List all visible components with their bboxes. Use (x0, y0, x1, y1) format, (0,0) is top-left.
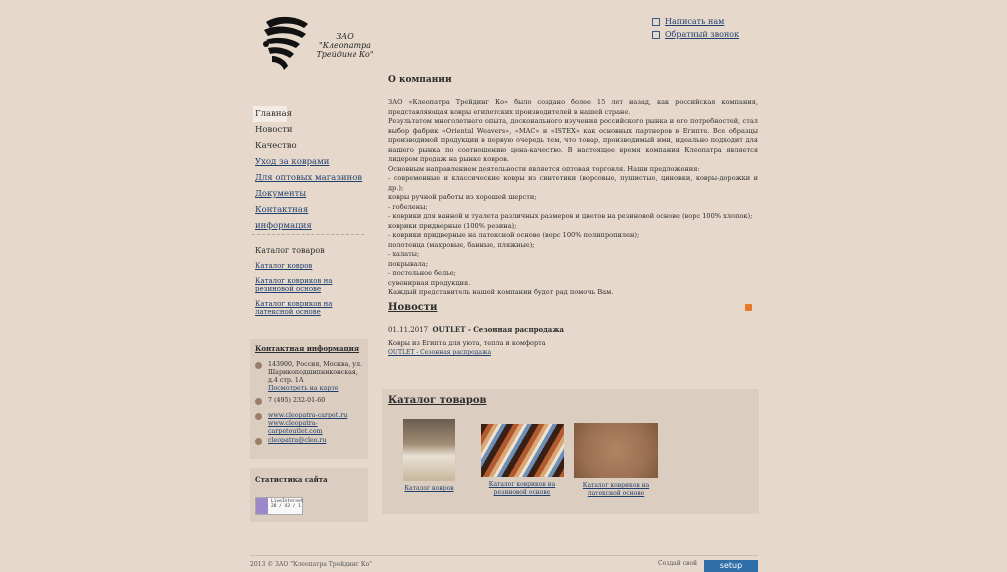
catalog-nav (255, 246, 367, 323)
envelope-icon (652, 18, 660, 26)
contact-address-row (255, 361, 363, 393)
footer-copyright: 2013 © ЗАО "Клеопатра Трейдинг Ко" (250, 561, 372, 568)
nav-item-care[interactable]: Уход за коврами (255, 157, 330, 167)
news-headline[interactable]: OUTLET - Сезонная распродажа (432, 325, 564, 334)
catalog-card-caption[interactable]: резиновой основе (493, 489, 551, 496)
about-paragraph: - халаты; (388, 250, 420, 258)
about-paragraph: - гобелены; (388, 202, 428, 211)
write-us-link[interactable]: Написать нам (652, 17, 724, 26)
email-icon (255, 438, 262, 445)
about-paragraph: коврики придверные (100% резина); (388, 221, 517, 230)
about-paragraph: Основным направлением деятельности является оптовая торговля. Наши предложения: (388, 164, 700, 173)
nav-item-news[interactable]: Новости (255, 125, 293, 135)
about-paragraph: - коврики для ванной и туалета различных размеров и цветов на резиновой основе (ворс 100% хлопок); (388, 212, 753, 220)
counter-logo (256, 498, 268, 514)
site-link-1[interactable]: www.cleopatra-carpet.ru (268, 412, 348, 419)
catalog-title[interactable]: Каталог товаров (388, 395, 487, 406)
site-link-2[interactable]: www.cleopatra-carpetoutlet.com (268, 420, 323, 435)
about-text (388, 98, 758, 298)
company-name: ЗАО "Клеопатра Трейдинг Ко" (316, 32, 374, 59)
news-summary: Ковры из Египта для уюта, тепла и комфорта (388, 339, 546, 347)
news-title[interactable]: Новости (388, 302, 438, 313)
catalog-card-caption[interactable]: Каталог ковриков на (582, 482, 650, 489)
liveinternet-counter[interactable] (255, 497, 303, 515)
phone-icon (652, 31, 660, 39)
nav-item-home[interactable]: Главная (253, 106, 287, 122)
about-paragraph: Каждый представитель нашей компании будет рад помочь Вам. (388, 288, 614, 296)
about-title: О компании (388, 75, 452, 85)
contact-phone-row (255, 397, 325, 405)
contact-box (250, 339, 368, 459)
about-paragraph: ковры ручной работы из хорошей шерсти; (388, 193, 537, 201)
rubber-mat-image[interactable] (481, 424, 564, 477)
nav-item-documents[interactable]: Документы (255, 189, 307, 199)
company-logo[interactable] (258, 14, 374, 76)
catalog-nav-heading: Каталог товаров (255, 246, 325, 255)
catalog-card-latex[interactable] (572, 419, 660, 498)
nav-item-wholesale[interactable]: Для оптовых магазинов (255, 173, 363, 183)
footer-divider (250, 555, 758, 556)
contact-phone: 7 (495) 232-01-60 (268, 397, 326, 404)
latex-mat-image[interactable] (574, 423, 658, 478)
contact-address: 143900, Россия, Москва, ул. Шарикоподшипниковская, д.4 стр. 1А (268, 361, 363, 384)
about-paragraph: покрывала; (388, 259, 428, 268)
contact-sites-row (255, 412, 368, 436)
location-pin-icon (255, 362, 262, 369)
about-paragraph: сувенирная продукция. (388, 278, 471, 287)
nav-divider (252, 234, 364, 235)
catalog-card-caption[interactable]: Каталог ковриков на (488, 481, 556, 488)
globe-icon (255, 413, 262, 420)
news-item (388, 325, 564, 334)
counter-text: LiveInternet 28 / 43 / 1 (271, 499, 304, 509)
catalog-card-carpets[interactable] (400, 419, 458, 493)
news-date: 01.11.2017 (388, 326, 429, 334)
stats-box (250, 468, 368, 522)
stats-title: Статистика сайта (255, 475, 328, 484)
nav-item-quality[interactable]: Качество (255, 141, 297, 151)
about-paragraph: полотенца (махровые, банные, пляжные); (388, 240, 535, 249)
catalog-card-caption[interactable]: Каталог ковров (404, 485, 454, 492)
map-link[interactable]: Посмотреть на карте (268, 385, 339, 392)
catalog-nav-latex-mats[interactable]: Каталог ковриков на латексной основе (255, 300, 333, 316)
contact-email[interactable]: cleopatra@cleo.ru (268, 437, 327, 444)
catalog-nav-carpets[interactable]: Каталог ковров (255, 262, 313, 270)
created-label: Создай свой (658, 560, 698, 567)
phone-icon (255, 398, 262, 405)
catalog-card-caption[interactable]: латексной основе (587, 490, 645, 497)
nav-item-contacts[interactable]: Контактная информация (255, 205, 312, 231)
about-paragraph: ЗАО «Клеопатра Трейдинг Ко» было создано более 15 лет назад, как российская компания, представляющая ковры египетских производителей в нашей стране. (388, 98, 758, 116)
catalog-card-rubber[interactable] (478, 419, 566, 497)
carpets-image[interactable] (403, 419, 455, 481)
contact-title[interactable]: Контактная информация (255, 344, 360, 353)
contact-email-row (255, 437, 326, 445)
about-paragraph: Результатом многолетнего опыта, досконального изучения российского рынка и его потребностей, стал выбор фабрик «Oriental Weavers», «MAC» и «ISTEX» как основных партнеров в Египте. Все образцы производимой продукции в первую очередь тем, что товар, производимый ими, идеально подходит для нашего рынка по соотношению цена-качество. В настоящее время компания Клеопатра является лидером продаж на рынке ковров. (388, 117, 758, 163)
about-paragraph: - коврики придверные на латексной основе (ворс 100% полипропилен); (388, 231, 640, 239)
about-paragraph: - постельное белье; (388, 269, 456, 277)
callback-link[interactable]: Обратный звонок (652, 30, 739, 39)
rss-icon[interactable] (745, 304, 752, 311)
about-paragraph: - современные и классические ковры из синтетики (ворсовые, пушистые, циновки, ковры-дорожки и др.); (388, 174, 758, 192)
site-builder-badge[interactable]: setup (704, 560, 758, 572)
catalog-nav-rubber-mats[interactable]: Каталог ковриков на резиновой основе (255, 277, 333, 293)
catalog-block (382, 389, 759, 514)
main-nav (255, 106, 367, 231)
news-link[interactable]: OUTLET - Сезонная распродажа (388, 349, 492, 356)
